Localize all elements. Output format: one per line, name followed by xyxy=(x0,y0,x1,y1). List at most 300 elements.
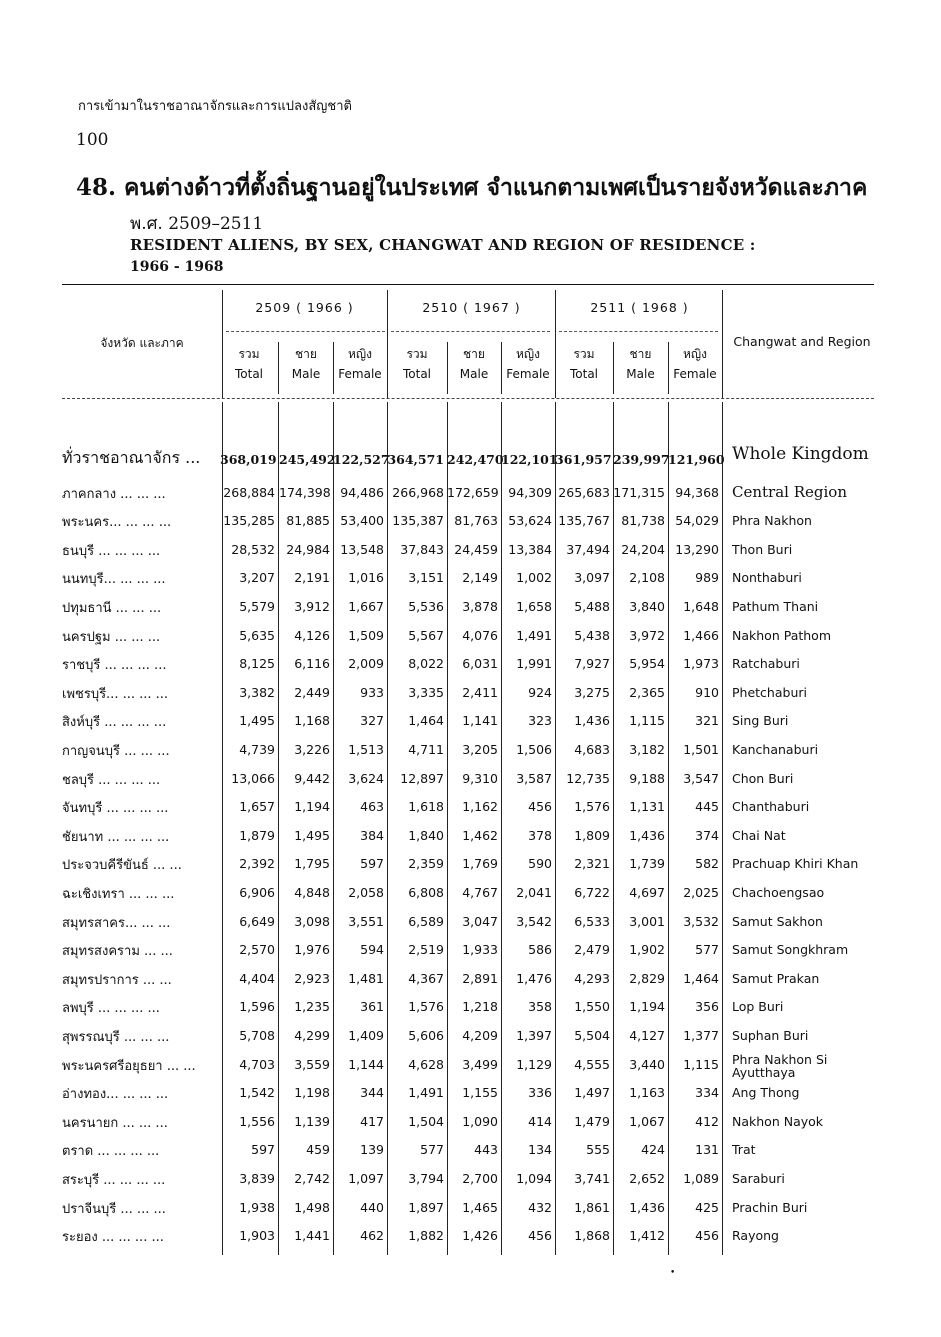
table-row xyxy=(62,568,874,596)
row-value: 3,151 xyxy=(408,570,444,586)
row-value: 13,290 xyxy=(675,541,719,557)
row-value: 327 xyxy=(360,713,384,729)
row-value: 135,767 xyxy=(558,513,610,529)
row-value: 6,906 xyxy=(239,885,275,900)
row-value: 1,902 xyxy=(629,942,665,958)
row-value: 1,218 xyxy=(462,999,498,1015)
row-label-thai: นครปฐม ... ... ... xyxy=(62,629,161,645)
row-value: 3,532 xyxy=(683,913,719,929)
row-label-english: Pathum Thani xyxy=(732,599,819,614)
table-title-thai: 48. คนต่างด้าวที่ตั้งถิ่นฐานอยู่ในประเทศ จำแนกตามเพศเป็นรายจังหวัดและภาค xyxy=(76,174,868,201)
row-value: 5,438 xyxy=(574,627,610,643)
column-rule-header xyxy=(278,342,279,394)
row-value: 4,703 xyxy=(239,1056,275,1072)
row-value: 933 xyxy=(360,684,384,700)
row-value: 1,397 xyxy=(516,1028,552,1043)
row-value: 3,551 xyxy=(348,913,384,929)
table-row xyxy=(62,797,874,825)
row-value: 4,209 xyxy=(462,1028,498,1043)
row-value: 445 xyxy=(695,799,719,815)
header-column-english: Male xyxy=(626,367,655,381)
row-label-english: Chai Nat xyxy=(732,827,786,843)
row-value: 1,002 xyxy=(516,570,552,586)
row-value: 122,527 xyxy=(333,452,390,467)
row-value: 989 xyxy=(695,570,719,586)
row-label-thai: ตราด ... ... ... ... xyxy=(62,1144,160,1160)
table-row xyxy=(62,483,874,511)
row-value: 4,367 xyxy=(408,970,444,986)
row-label-thai: สมุทรสงคราม ... ... xyxy=(62,944,173,960)
row-value: 1,436 xyxy=(629,1199,665,1215)
row-value: 3,587 xyxy=(516,770,552,786)
row-value: 2,058 xyxy=(348,885,384,900)
row-value: 1,129 xyxy=(516,1056,552,1072)
row-value: 582 xyxy=(695,856,719,872)
row-value: 4,127 xyxy=(629,1028,665,1043)
table-row xyxy=(62,1112,874,1140)
row-value: 462 xyxy=(360,1228,384,1244)
row-value: 1,495 xyxy=(239,713,275,729)
header-column-4 xyxy=(447,344,501,384)
row-value: 37,494 xyxy=(566,541,610,557)
table-row xyxy=(62,826,874,854)
column-rule-header xyxy=(387,290,388,398)
row-value: 174,398 xyxy=(279,484,331,500)
row-value: 265,683 xyxy=(558,484,610,500)
row-label-thai: กาญจนบุรี ... ... ... xyxy=(62,744,170,759)
row-value: 81,763 xyxy=(454,513,498,529)
column-rule-header xyxy=(333,342,334,394)
row-value: 3,972 xyxy=(629,627,665,643)
table-row xyxy=(62,1198,874,1226)
row-value: 1,198 xyxy=(294,1085,330,1101)
row-value: 597 xyxy=(360,856,384,872)
row-label-english: Phetchaburi xyxy=(732,684,807,700)
row-value: 1,495 xyxy=(294,827,330,843)
table-row xyxy=(62,654,874,682)
row-value: 2,191 xyxy=(294,570,330,586)
row-value: 268,884 xyxy=(223,484,275,500)
table-row xyxy=(62,940,874,968)
row-label-english: Samut Songkhram xyxy=(732,942,849,958)
row-value: 8,022 xyxy=(408,656,444,672)
row-value: 12,897 xyxy=(400,770,444,786)
row-label-english: Phra Nakhon xyxy=(732,513,812,529)
row-value: 1,550 xyxy=(574,999,610,1015)
row-value: 135,285 xyxy=(223,513,275,529)
row-value: 456 xyxy=(528,799,552,815)
row-value: 171,315 xyxy=(613,484,665,500)
table-row xyxy=(62,969,874,997)
row-value: 1,409 xyxy=(348,1028,384,1043)
row-value: 2,041 xyxy=(516,885,552,900)
row-value: 4,126 xyxy=(294,627,330,643)
row-label-english: Samut Sakhon xyxy=(732,913,823,929)
row-value: 4,299 xyxy=(294,1028,330,1043)
row-value: 417 xyxy=(360,1113,384,1129)
row-value: 2,149 xyxy=(462,570,498,586)
row-label-thai: ทั่วราชอาณาจักร ... xyxy=(62,448,201,467)
row-label-thai: จันทบุรี ... ... ... ... xyxy=(62,801,169,817)
row-value: 456 xyxy=(528,1228,552,1244)
row-value: 1,194 xyxy=(294,799,330,815)
row-value: 1,194 xyxy=(629,999,665,1015)
row-value: 3,440 xyxy=(629,1056,665,1072)
row-label-thai: ชัยนาท ... ... ... ... xyxy=(62,829,170,845)
row-value: 7,927 xyxy=(574,656,610,672)
row-value: 2,365 xyxy=(629,684,665,700)
row-value: 356 xyxy=(695,999,719,1015)
header-column-english: Female xyxy=(506,367,550,381)
row-label-english: Central Region xyxy=(732,482,847,501)
row-value: 6,649 xyxy=(239,913,275,929)
row-value: 242,470 xyxy=(447,452,504,467)
row-value: 2,700 xyxy=(462,1171,498,1186)
table-row xyxy=(62,626,874,654)
row-value: 13,548 xyxy=(340,541,384,557)
row-value: 1,976 xyxy=(294,942,330,958)
row-value: 3,182 xyxy=(629,742,665,757)
header-year-0: 2509 ( 1966 ) xyxy=(255,300,354,315)
table-row xyxy=(62,1140,874,1168)
stray-mark: • xyxy=(670,1268,676,1278)
row-value: 1,163 xyxy=(629,1085,665,1101)
row-value: 1,868 xyxy=(574,1228,610,1244)
header-column-7 xyxy=(613,344,668,384)
row-value: 336 xyxy=(528,1085,552,1101)
column-rule-header xyxy=(222,290,223,398)
row-label-english: Nakhon Pathom xyxy=(732,627,831,643)
row-value: 425 xyxy=(695,1199,719,1215)
row-value: 1,739 xyxy=(629,856,665,872)
header-column-2 xyxy=(333,344,387,384)
row-value: 2,519 xyxy=(408,942,444,958)
row-value: 4,683 xyxy=(574,742,610,757)
row-value: 1,501 xyxy=(683,742,719,757)
row-value: 1,809 xyxy=(574,827,610,843)
table-row xyxy=(62,769,874,797)
table-title-english: RESIDENT ALIENS, BY SEX, CHANGWAT AND REGION OF RESIDENCE : xyxy=(130,236,756,254)
row-label-english: Samut Prakan xyxy=(732,970,820,986)
row-value: 2,449 xyxy=(294,684,330,700)
row-label-thai: นนทบุรี... ... ... ... xyxy=(62,572,166,588)
row-value: 1,667 xyxy=(348,599,384,614)
row-value: 2,923 xyxy=(294,970,330,986)
row-value: 24,204 xyxy=(621,541,665,557)
table-row xyxy=(62,711,874,739)
row-value: 361 xyxy=(360,999,384,1015)
row-value: 2,025 xyxy=(683,885,719,900)
row-value: 4,076 xyxy=(462,627,498,643)
row-value: 239,997 xyxy=(613,452,670,467)
row-value: 3,840 xyxy=(629,599,665,614)
row-value: 1,795 xyxy=(294,856,330,872)
header-column-0 xyxy=(220,344,278,384)
row-value: 590 xyxy=(528,856,552,872)
header-bottom-rule xyxy=(62,398,874,399)
row-label-english: Chon Buri xyxy=(732,770,794,786)
row-value: 81,885 xyxy=(286,513,330,529)
row-value: 1,466 xyxy=(683,627,719,643)
row-label-thai: เพชรบุรี... ... ... ... xyxy=(62,686,169,702)
column-rule-header xyxy=(501,342,502,394)
table-row xyxy=(62,997,874,1025)
row-value: 2,392 xyxy=(239,856,275,872)
row-value: 94,309 xyxy=(508,484,552,500)
row-value: 1,144 xyxy=(348,1056,384,1072)
table-row xyxy=(62,1226,874,1254)
row-value: 3,499 xyxy=(462,1056,498,1072)
header-column-1 xyxy=(279,344,333,384)
row-value: 24,459 xyxy=(454,541,498,557)
row-value: 6,808 xyxy=(408,885,444,900)
row-label-thai: ธนบุรี ... ... ... ... xyxy=(62,543,161,559)
row-label-english: Sing Buri xyxy=(732,713,789,729)
row-value: 1,476 xyxy=(516,970,552,986)
row-value: 6,589 xyxy=(408,913,444,929)
header-column-english: Female xyxy=(338,367,382,381)
header-column-3 xyxy=(387,344,447,384)
row-value: 94,368 xyxy=(675,484,719,500)
row-value: 368,019 xyxy=(220,452,277,467)
row-value: 414 xyxy=(528,1113,552,1129)
row-value: 4,739 xyxy=(239,742,275,757)
row-value: 2,652 xyxy=(629,1171,665,1186)
table-subtitle-thai: พ.ศ. 2509–2511 xyxy=(130,214,264,234)
row-value: 5,504 xyxy=(574,1028,610,1043)
column-rule-header xyxy=(447,342,448,394)
row-value: 1,840 xyxy=(408,827,444,843)
row-value: 1,426 xyxy=(462,1228,498,1244)
row-value: 577 xyxy=(695,942,719,958)
row-value: 1,016 xyxy=(348,570,384,586)
row-value: 6,031 xyxy=(462,656,498,672)
row-value: 13,066 xyxy=(231,770,275,786)
row-value: 2,009 xyxy=(348,656,384,672)
header-year-underline-1 xyxy=(391,331,550,332)
row-value: 28,532 xyxy=(231,541,275,557)
row-value: 459 xyxy=(306,1142,330,1158)
row-value: 4,697 xyxy=(629,885,665,900)
row-value: 323 xyxy=(528,713,552,729)
header-column-thai: รวม xyxy=(573,347,595,361)
table-row xyxy=(62,1026,874,1054)
running-head: การเข้ามาในราชอาณาจักรและการแปลงสัญชาติ xyxy=(78,99,352,114)
row-value: 1,509 xyxy=(348,627,384,643)
row-value: 1,481 xyxy=(348,970,384,986)
row-label-thai: สุพรรณบุรี ... ... ... xyxy=(62,1030,170,1045)
table-row xyxy=(62,1169,874,1197)
row-value: 1,089 xyxy=(683,1171,719,1186)
row-value: 1,991 xyxy=(516,656,552,672)
row-value: 1,097 xyxy=(348,1171,384,1186)
row-value: 13,384 xyxy=(508,541,552,557)
row-value: 384 xyxy=(360,827,384,843)
row-value: 54,029 xyxy=(675,513,719,529)
header-column-english: Male xyxy=(291,367,321,381)
row-label-thai: ระยอง ... ... ... ... xyxy=(62,1230,164,1246)
row-value: 2,479 xyxy=(574,942,610,958)
row-value: 24,984 xyxy=(286,541,330,557)
row-value: 9,310 xyxy=(462,770,498,786)
table-row xyxy=(62,511,874,539)
row-value: 1,377 xyxy=(683,1028,719,1043)
row-value: 2,359 xyxy=(408,856,444,872)
row-value: 1,491 xyxy=(516,627,552,643)
row-label-english: Rayong xyxy=(732,1228,779,1244)
row-value: 5,708 xyxy=(239,1028,275,1043)
row-value: 1,933 xyxy=(462,942,498,958)
header-column-thai: ชาย xyxy=(629,347,652,361)
row-value: 3,001 xyxy=(629,913,665,929)
row-label-english: Chachoengsao xyxy=(732,885,825,900)
row-value: 1,115 xyxy=(629,713,665,729)
row-value: 378 xyxy=(528,827,552,843)
header-region-thai: จังหวัด และภาค xyxy=(100,336,184,350)
row-value: 1,879 xyxy=(239,827,275,843)
row-value: 344 xyxy=(360,1085,384,1101)
table-row xyxy=(62,912,874,940)
row-value: 3,741 xyxy=(574,1171,610,1186)
row-value: 443 xyxy=(474,1142,498,1158)
header-column-thai: ชาย xyxy=(295,347,317,361)
header-column-english: Female xyxy=(673,367,717,381)
row-value: 8,125 xyxy=(239,656,275,672)
row-value: 1,094 xyxy=(516,1171,552,1186)
row-value: 12,735 xyxy=(566,770,610,786)
row-value: 1,513 xyxy=(348,742,384,757)
row-value: 1,618 xyxy=(408,799,444,815)
row-value: 1,235 xyxy=(294,999,330,1015)
row-value: 4,848 xyxy=(294,885,330,900)
row-label-english: Suphan Buri xyxy=(732,1028,809,1043)
row-value: 135,387 xyxy=(392,513,444,529)
row-value: 1,576 xyxy=(574,799,610,815)
row-label-english: Ratchaburi xyxy=(732,656,800,672)
top-rule xyxy=(62,284,874,285)
row-value: 6,533 xyxy=(574,913,610,929)
row-label-thai: ปราจีนบุรี ... ... ... xyxy=(62,1201,166,1217)
row-value: 334 xyxy=(695,1085,719,1101)
column-rule-header xyxy=(555,290,556,398)
row-value: 172,659 xyxy=(447,484,499,500)
row-value: 1,596 xyxy=(239,999,275,1015)
header-column-english: Total xyxy=(402,367,432,381)
row-label-english: Nonthaburi xyxy=(732,570,802,586)
row-value: 1,465 xyxy=(462,1199,498,1215)
page-number: 100 xyxy=(76,130,109,150)
row-label-english: Lop Buri xyxy=(732,999,784,1015)
row-label-thai: สระบุรี ... ... ... ... xyxy=(62,1173,166,1188)
row-value: 2,108 xyxy=(629,570,665,586)
row-value: 3,226 xyxy=(294,742,330,757)
row-value: 1,657 xyxy=(239,799,275,815)
row-value: 1,576 xyxy=(408,999,444,1015)
row-label-english: Saraburi xyxy=(732,1171,785,1186)
header-region-english: Changwat and Region xyxy=(733,334,871,349)
row-value: 6,722 xyxy=(574,885,610,900)
row-value: 2,829 xyxy=(629,970,665,986)
row-value: 5,954 xyxy=(629,656,665,672)
row-value: 5,488 xyxy=(574,599,610,614)
row-label-thai: ปทุมธานี ... ... ... xyxy=(62,601,162,616)
row-value: 1,506 xyxy=(516,742,552,757)
row-value: 374 xyxy=(695,827,719,843)
header-column-8 xyxy=(668,344,722,384)
table-row xyxy=(62,854,874,882)
row-value: 9,442 xyxy=(294,770,330,786)
row-value: 1,131 xyxy=(629,799,665,815)
row-label-thai: ฉะเชิงเทรา ... ... ... xyxy=(62,887,175,902)
row-label-english: Prachin Buri xyxy=(732,1199,808,1215)
table-row xyxy=(62,597,874,625)
row-value: 1,882 xyxy=(408,1228,444,1244)
row-value: 122,101 xyxy=(501,452,558,467)
row-value: 1,897 xyxy=(408,1199,444,1215)
row-value: 1,973 xyxy=(683,656,719,672)
row-value: 4,293 xyxy=(574,970,610,986)
row-value: 2,570 xyxy=(239,942,275,958)
row-value: 1,168 xyxy=(294,713,330,729)
row-value: 910 xyxy=(695,684,719,700)
row-value: 121,960 xyxy=(668,452,725,467)
row-value: 5,635 xyxy=(239,627,275,643)
row-value: 2,321 xyxy=(574,856,610,872)
table-row xyxy=(62,540,874,568)
row-label-thai: ราชบุรี ... ... ... ... xyxy=(62,658,167,674)
row-value: 3,624 xyxy=(348,770,384,786)
header-column-thai: ชาย xyxy=(463,347,485,361)
row-value: 1,115 xyxy=(683,1056,719,1072)
row-value: 1,504 xyxy=(408,1113,444,1129)
row-value: 3,382 xyxy=(239,684,275,700)
row-value: 577 xyxy=(420,1142,444,1158)
row-value: 1,903 xyxy=(239,1228,275,1244)
row-value: 1,464 xyxy=(408,713,444,729)
row-value: 424 xyxy=(641,1142,665,1158)
header-column-thai: รวม xyxy=(238,347,260,361)
row-value: 1,139 xyxy=(294,1113,330,1129)
row-value: 5,536 xyxy=(408,599,444,614)
row-value: 6,116 xyxy=(294,656,330,672)
header-column-english: Total xyxy=(569,367,599,381)
row-label-thai: พระนครศรีอยุธยา ... ... xyxy=(62,1058,196,1074)
row-value: 139 xyxy=(360,1142,384,1158)
row-value: 2,891 xyxy=(462,970,498,986)
row-value: 432 xyxy=(528,1199,552,1215)
row-label-english: Kanchanaburi xyxy=(732,742,819,757)
row-label-thai: สิงห์บุรี ... ... ... ... xyxy=(62,715,167,731)
header-column-5 xyxy=(501,344,555,384)
row-value: 5,606 xyxy=(408,1028,444,1043)
row-value: 1,067 xyxy=(629,1113,665,1129)
table-row xyxy=(62,1051,874,1083)
table-row xyxy=(62,446,874,474)
header-column-6 xyxy=(555,344,613,384)
row-value: 134 xyxy=(528,1142,552,1158)
row-value: 1,141 xyxy=(462,713,498,729)
row-label-english: Ang Thong xyxy=(732,1085,800,1101)
row-value: 1,938 xyxy=(239,1199,275,1215)
row-value: 1,155 xyxy=(462,1085,498,1101)
row-value: 245,492 xyxy=(279,452,336,467)
header-year-underline-2 xyxy=(559,331,718,332)
row-value: 3,542 xyxy=(516,913,552,929)
row-value: 3,098 xyxy=(294,913,330,929)
row-value: 440 xyxy=(360,1199,384,1215)
row-label-thai: นครนายก ... ... ... xyxy=(62,1115,168,1131)
header-column-thai: หญิง xyxy=(348,347,372,361)
